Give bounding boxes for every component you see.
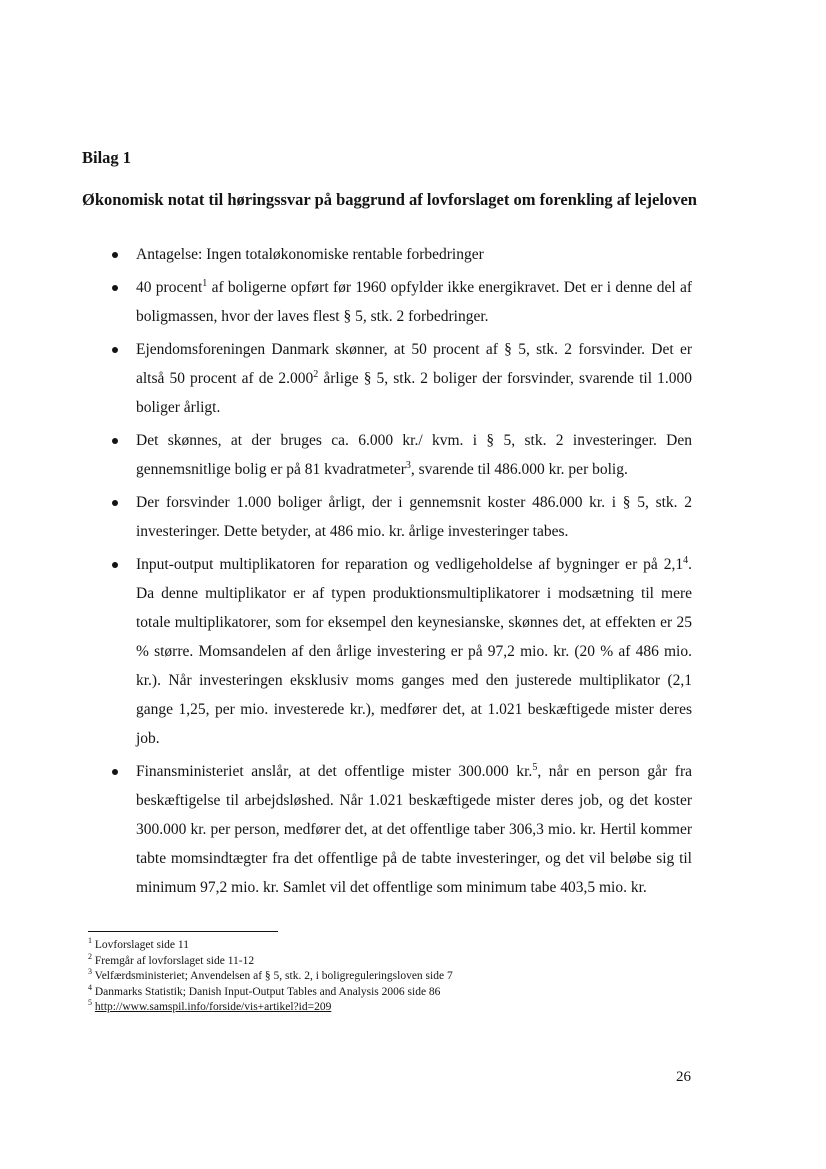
bullet-item (112, 240, 692, 269)
bullet-text: Finansministeriet anslår, at det offentlige mister 300.000 kr.$^5$, når en person går fra beskæftigelse til arbejdsløshed. Når 1.021 beskæftigede mister deres job, og det koster 300.000 kr. per person, medfører det, at det offentlige taber 306,3 mio. kr. Hertil kommer tabte momsindtægter fra det offentlige på de tabte investeringer, og det vil beløbe sig til minimum 97,2 mio. kr. Samlet vil det offentlige som minimum tabe 403,5 mio. kr. (136, 761, 692, 896)
bullet-icon (112, 438, 118, 444)
bullet-item (112, 335, 692, 422)
footnote-number: 5 (88, 998, 92, 1008)
bullet-list (112, 240, 692, 906)
footnote-text: Velfærdsministeriet; Anvendelsen af § 5, stk. 2, i boligreguleringsloven side 7 (94, 970, 453, 982)
footnote (88, 938, 453, 954)
bullet-text: 40 procent$^1$ af boligerne opført før 1960 opfylder ikke energikravet. Det er i denne del af boligmassen, hvor der laves flest § 5, stk. 2 forbedringer. (136, 277, 692, 325)
footnote-ref: 3 (405, 459, 411, 471)
bullet-text: Input-output multiplikatoren for reparation og vedligeholdelse af bygninger er på $2,1^4$. Da denne multiplikator er af typen produktionsmultiplikatorer i modsætning til mere totale multiplikatorer, som for eksempel den keynesianske, skønnes det, at effekten er 25 % større. Momsandelen af den årlige investering er på 97,2 mio. kr. (20 % af 486 mio. kr.). Når investeringen eksklusiv moms ganges med den justerede multiplikator (2,1 gange 1,25, per mio. investerede kr.), medfører det, at 1.021 beskæftigede mister deres job. (136, 554, 692, 747)
footnote-number: 1 (88, 936, 92, 946)
bullet-item (112, 550, 692, 753)
bullet-item (112, 273, 692, 331)
footnote-divider (88, 931, 278, 932)
footnote-ref: 5 (532, 761, 538, 773)
footnote-link[interactable]: http://www.samspil.info/forside/vis+artikel?id=209 (94, 1001, 332, 1013)
bullet-text: Antagelse: Ingen totaløkonomiske rentable forbedringer (136, 246, 484, 263)
footnote (88, 982, 453, 1001)
footnote-list (88, 938, 453, 1016)
bullet-item (112, 757, 692, 902)
bullet-icon (112, 769, 118, 775)
page-number: 26 (676, 1069, 691, 1085)
footnote (88, 951, 453, 970)
footnote-number: 3 (88, 967, 92, 977)
bullet-item (112, 426, 692, 484)
footnote-text: Fremgår af lovforslaget side 11-12 (94, 954, 255, 967)
footnote-ref: 4 (683, 554, 689, 566)
footnote-number: 2 (88, 951, 92, 961)
footnote-ref: 1 (202, 277, 208, 289)
footnote-text: Danmarks Statistik; Danish Input-Output Tables and Analysis 2006 side 86 (94, 985, 441, 998)
bullet-icon (112, 285, 118, 291)
bullet-icon (112, 500, 118, 506)
bullet-text: Der forsvinder 1.000 boliger årligt, der i gennemsnit koster 486.000 kr. i § 5, stk. 2 investeringer. Dette betyder, at 486 mio. kr. årlige investeringer tabes. (136, 494, 692, 540)
bullet-icon (112, 252, 118, 258)
bullet-text: Ejendomsforeningen Danmark skønner, at 50 procent af § 5, stk. 2 forsvinder. Det er altså 50 procent af de 2.000$^2$ årlige § 5, stk. 2 boliger der forsvinder, svarende til 1.000 boliger årligt. (136, 341, 692, 416)
footnote-ref: 2 (313, 368, 319, 380)
footnote-text: Lovforslaget side 11 (94, 939, 189, 951)
appendix-label: Bilag 1 (82, 148, 132, 167)
footnote-number: 4 (88, 982, 92, 992)
bullet-icon (112, 562, 118, 568)
bullet-item (112, 488, 692, 546)
page-title: Økonomisk notat til høringssvar på baggrund af lovforslaget om forenkling af lejeloven (82, 190, 697, 209)
footnote (88, 1000, 453, 1016)
bullet-text: Det skønnes, at der bruges ca. 6.000 kr./ kvm. i § 5, stk. 2 investeringer. Den gennemsnitlige bolig er på 81 kvadratmeter$^3$, svarende til 486.000 kr. per bolig. (136, 432, 692, 478)
footnote (88, 969, 453, 985)
bullet-icon (112, 347, 118, 353)
